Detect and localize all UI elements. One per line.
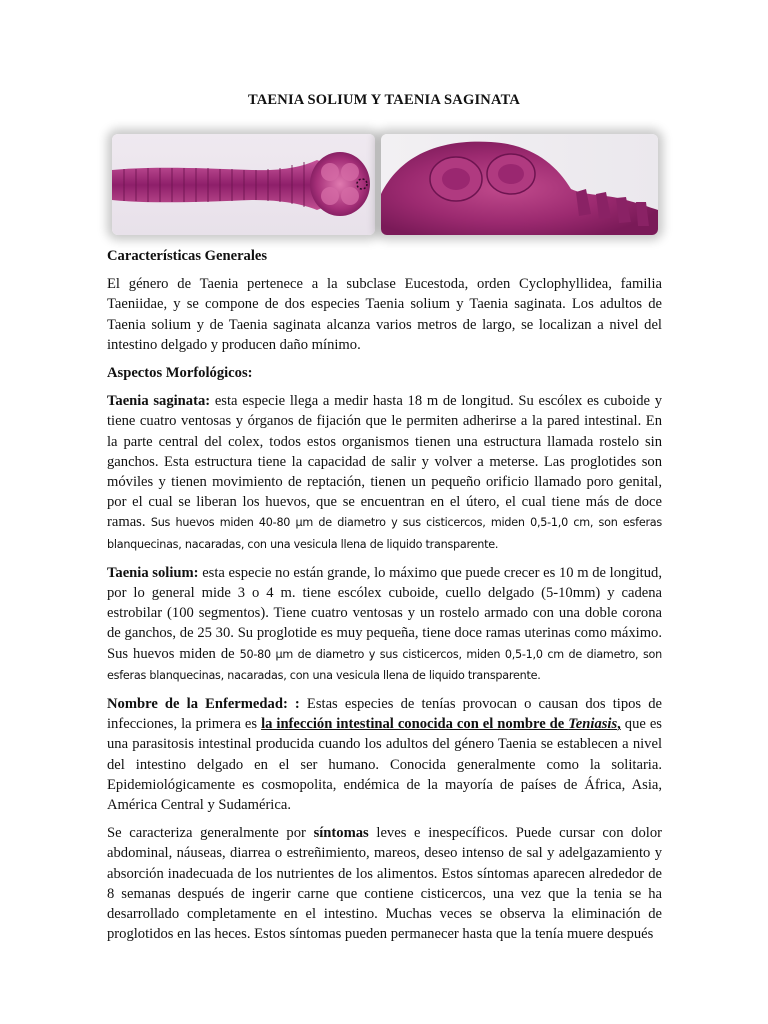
section-heading-caracteristicas: Características Generales: [107, 248, 268, 264]
teniasis-link-italic: Teniasis: [568, 716, 618, 733]
text-sintomas-1: Se caracteriza generalmente por: [107, 825, 314, 842]
paragraph-caracteristicas: El género de Taenia pertenece a la subclase Eucestoda, orden Cyclophyllidea, familia Taeniidae, y se compone de dos especies Taenia solium y Taenia saginata. Los adultos de Taenia solium y de Taenia saginata alcanza varios metros de largo, se localizan a nivel del intestino delgado y producen daño mínimo.: [107, 276, 662, 353]
text-enfermedad-2: que es una parasitosis intestinal producida cuando los adultos del género Taenia se establecen a nivel del intestino delgado en el ser humano. Conocida generalmente como la solitaria. Epidemiológicamente es cosmopolita, endémica de la mayoría de países de África, Asia, América Central y Sudamérica.: [107, 716, 662, 814]
text-sintomas-2: leves e inespecíficos. Puede cursar con dolor abdominal, náuseas, diarrea o estreñimiento, mareos, deseo intenso de sal y adelgazamiento y absorción inadecuada de los nutrientes de los alimentos. Estos síntomas aparecen alrededor de 8 semanas después de ingerir carne que contiene cisticercos, una vez que la tenia se ha desarrollado completamente en el intestino. Muchas veces se observa la eliminación de proglotidos en las heces. Estos síntomas pueden permanecer hasta que la tenía muere después: [107, 825, 662, 943]
label-taenia-solium: Taenia solium:: [107, 564, 199, 581]
text-sintomas-bold: síntomas: [313, 825, 369, 842]
paragraph-taenia-solium: [107, 563, 662, 686]
text-taenia-solium: esta especie no están grande, lo máximo que puede crecer es 10 m de longitud, por lo general mide 3 o 4 m. tiene escólex cuboide, cuello delgado (5-10mm) y cadena estrobilar (100 segmentos). Tiene cuatro ventosas y un rostelo armado con una doble corona de ganchos, de 25 30. Su proglotide es muy pequeña, tiene doce ramas uterinas como máximo. Sus huevos miden de: [107, 564, 662, 662]
text-enfermedad-1: Estas especies de tenías provocan o causan dos tipos de infecciones, la primera es: [107, 696, 662, 733]
section-heading-morfologicos: Aspectos Morfológicos:: [107, 365, 253, 382]
teniasis-link-text: la infección intestinal conocida con el nombre de: [261, 716, 569, 733]
teniasis-link-comma: ,: [617, 716, 621, 733]
paragraph-enfermedad: [107, 694, 662, 815]
taenia-scolex-image-left: [112, 134, 375, 235]
label-taenia-saginata: Taenia saginata:: [107, 393, 211, 410]
text-taenia-solium-huevos: 50-80 μm de diametro y sus cisticercos, miden 0,5-1,0 cm de diametro, son esferas blanquecinas, nacaradas, con una vesicula llena de liquido transparente.: [107, 647, 662, 682]
text-taenia-saginata-huevos: Sus huevos miden 40-80 μm de diametro y sus cisticercos, miden 0,5-1,0 cm, son esferas blanquecinas, nacaradas, con una vesicula llena de liquido transparente.: [107, 516, 662, 551]
taenia-scolex-image-right: [381, 134, 658, 235]
document-body: [107, 246, 662, 953]
document-title: TAENIA SOLIUM Y TAENIA SAGINATA: [247, 92, 521, 108]
paragraph-sintomas: [107, 823, 662, 944]
label-enfermedad: Nombre de la Enfermedad: :: [107, 696, 300, 713]
teniasis-link[interactable]: [261, 716, 621, 732]
paragraph-taenia-saginata: [107, 391, 662, 555]
text-taenia-saginata: esta especie llega a medir hasta 18 m de longitud. Su escólex es cuboide y tiene cuatro ventosas y órganos de fijación que le permiten adherirse a la pared intestinal. En la parte central del colex, todos estos organismos tienen una estructura llamada rostelo sin ganchos. Esta estructura tiene la capacidad de salir y volver a meterse. Las proglotides son móviles y tienen movimiento de reptación, tienen un pequeño orificio llamado poro genital, por el cual se liberan los huevos, que se encuentran en el útero, el cual tiene más de doce ramas.: [107, 393, 663, 531]
